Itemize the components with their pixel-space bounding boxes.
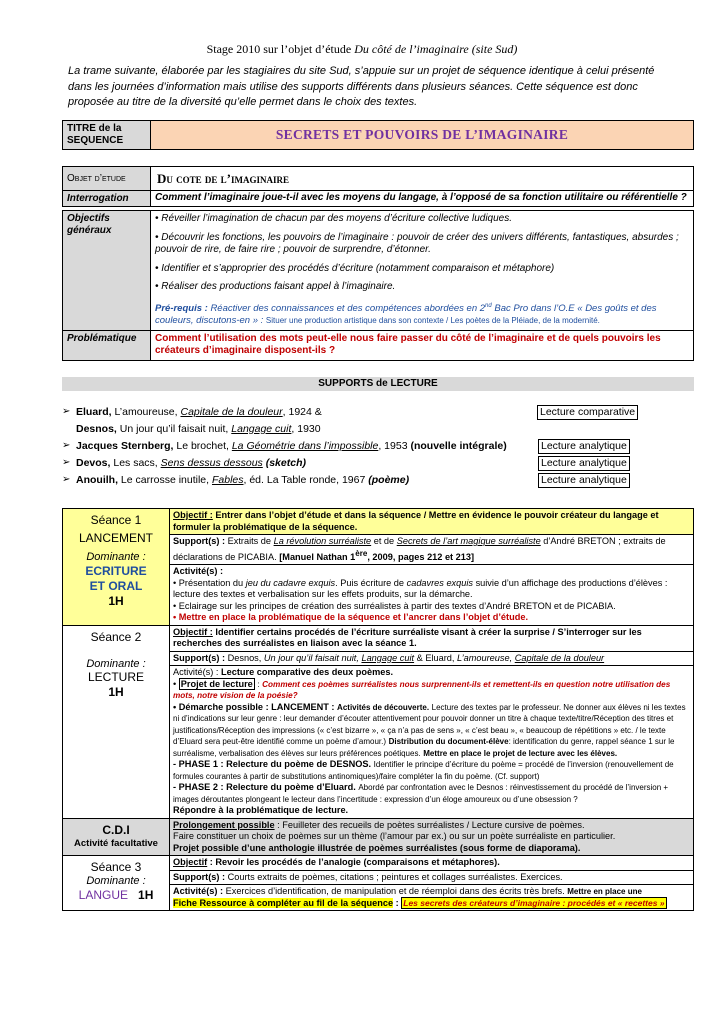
interrogation-value: Comment l’imaginaire joue-t-il avec les moyens du langage, à l’opposé de sa fonction utilitaire ou référentielle ? [151,191,694,207]
objectives-table [62,166,694,361]
problematique-label: Problématique [63,330,151,360]
seance2-support: Support(s) : Desnos, Un jour qu’il faisait nuit, Langage cuit & Eluard, L’amoureuse, Capitale de la douleur [170,651,694,666]
page-header [0,42,724,57]
sequence-title: SECRETS ET POUVOIRS DE L’IMAGINAIRE [151,121,694,150]
seance1-objectif: Objectif : Entrer dans l’objet d’étude et dans la séquence / Mettre en évidence le pouvoir créateur du langage et formuler la problématique de la séquence. [170,509,694,535]
seance3-objectif: Objectif : Revoir les procédés de l’analogie (comparaisons et métaphores). [170,856,694,871]
seance2-header: Séance 2 Dominante : LECTURE 1H [63,625,170,818]
seance2-activites: Activité(s) : Lecture comparative des deux poèmes. • Projet de lecture : Comment ces poèmes surréalistes nous surprennent-ils et remettent-ils en question notre utilisation des mots, notre vision de la poésie? • Démarche possible : LANCEMENT : Activités de découverte. Lecture des textes par le professeur. Ne donner aux élèves ni les textes ni d’indications sur leur genre : leur demander d’écouter attentivement pour pouvoir donner un titre à chaque texte/titre/Réception des titres et justifications/Réception des impressions (« c’est bizarre », « ça n’a pas de sens », « c’est beau », « beaucoup de répétitions » etc. / le texte d’Eluard sera peut-être identifié comme un poème d’amour.) Distribution du document-élève: identification du genre, rappel séance 1 sur le surréalisme, verbalisation des élèves sur leurs préférences poétiques. Mettre en place le projet de lecture avec les élèves. - PHASE 1 : Relecture du poème de DESNOS. Identifier le principe d’écriture du poème = procédé de l’inversion (renouvellement de formules courantes à partir de substitutions antinomiques)/faire compléter la fin du poème. (Cf. support) - PHASE 2 : Relecture du poème d’Eluard. Abordé par confrontation avec le Desnos : réinvestissement du procédé de l’inversion + images déroutantes plongeant le lecteur dans l’incertitude : expression d’un éloge amoureux ou d’une obsession ? Répondre à la problématique de lecture. [170,666,694,819]
intro-paragraph: La trame suivante, élaborée par les stagiaires du site Sud, s’appuie sur un projet de séquence identique à celui présenté dans les journées d’information mais utilise des supports différents dans plusieurs séances. Cette séquence est donc proposée au titre de la diversité qu’elle permet dans le choix des textes. [68,65,655,108]
arrow-bullet-icon: ➢ [62,406,71,417]
objet-value: Du cote de l’imaginaire [151,167,694,191]
seance1-activites: Activité(s) : • Présentation du jeu du cadavre exquis. Puis écriture de cadavres exquis suivie d’un affichage des productions d’élèves : lecture des textes et verbalisation sur les effets produits, sur la démarche. • Eclairage sur les principes de création des surréalistes à partir des textes d’André BRETON et de PICABIA. • Mettre en place la problématique de la séquence et l’ancrer dans l’objet d’étude. [170,565,694,626]
supports-heading: SUPPORTS de LECTURE [62,377,694,391]
seance1-support: Support(s) : Extraits de La révolution surréaliste et de Secrets de l’art magique surréaliste d’André BRETON ; extraits de déclarations de PICABIA. [Manuel Nathan 1ère, 2009, pages 212 et 213] [170,535,694,565]
arrow-bullet-icon: ➢ [62,474,71,485]
objectif-item: • Réveiller l’imagination de chacun par des moyens d’écriture collective ludiques. [155,213,513,224]
objectifs-cell [151,211,694,331]
header-prefix: Stage 2010 sur l’objet d’étude [206,42,352,56]
arrow-bullet-icon: ➢ [62,457,71,468]
reading-type-tag: Lecture analytique [538,456,630,471]
cdi-content: Prolongement possible : Feuilleter des recueils de poètes surréalistes / Lecture cursive de poèmes. Faire constituer un choix de poèmes sur un thème (l’amour par ex.) ou sur un poète surréaliste en particulier. Projet possible d’une anthologie illustrée de poèmes surréalistes (sous forme de diaporama). [170,818,694,856]
reading-item: ➢ Devos, Les sacs, Sens dessus dessous (sketch) Lecture analytique [62,456,694,473]
reading-list [62,405,694,490]
title-table [62,120,694,150]
prerequisites: Pré-requis : Réactiver des connaissances et des compétences abordées en 2nd Bac Pro dans l’O.E « Des goûts et des couleurs, discutons-en » : Situer une production artistique dans son contexte / Les poètes de la Pléiade, de la modernité. [155,302,657,327]
reading-item: Desnos, Un jour qu’il faisait nuit, Langage cuit, 1930 [76,423,321,435]
header-title: Du côté de l’imaginaire (site Sud) [354,42,518,56]
arrow-bullet-icon: ➢ [62,440,71,451]
objet-label: Objet d’etude [63,167,151,191]
seance3-header: Séance 3 Dominante : LANGUE 1H [63,856,170,911]
reading-type-tag: Lecture analytique [538,473,630,488]
objectif-item: • Découvrir les fonctions, les pouvoirs de l’imaginaire : pouvoir de créer des univers différents, fantastiques, absurdes ; pouvoir de rire, de faire rire ; pouvoir de surprendre, d’étonner. [155,231,679,255]
objectif-item: • Identifier et s’approprier des procédés d’écriture (notamment comparaison et métaphore) [155,262,555,274]
objectifs-label: Objectifs généraux [63,211,151,331]
seance3-support: Support(s) : Courts extraits de poèmes, citations ; peintures et collages surréalistes. Exercices. [170,870,694,885]
seance3-activites: Activité(s) : Exercices d’identification, de manipulation et de réemploi dans des écrits très brefs. Mettre en place une Fiche Ressource à compléter au fil de la séquence : Les secrets des créateurs d’imaginaire : procédés et « recettes » [170,885,694,911]
reading-type-tag: Lecture analytique [538,439,630,454]
seance1-header: Séance 1 LANCEMENT Dominante : ECRITURE ET ORAL 1H [63,509,170,626]
reading-item: ➢ Jacques Sternberg, Le brochet, La Géométrie dans l’impossible, 1953 (nouvelle intégrale) Lecture analytique [62,439,694,456]
title-label: TITRE de la SEQUENCE [63,121,151,150]
objectif-item: • Réaliser des productions faisant appel à l’imaginaire. [155,281,396,292]
interrogation-label: Interrogation [63,191,151,207]
problematique-value: Comment l’utilisation des mots peut-elle nous faire passer du côté de l’imaginaire et de quels pouvoirs les créateurs d’imaginaire disposent-ils ? [151,330,694,360]
seance2-objectif: Objectif : Identifier certains procédés de l’écriture surréaliste visant à créer la surprise / S’interroger sur les recherches des surréalistes en liaison avec la séance 1. [170,625,694,651]
reading-type-tag: Lecture comparative [537,405,638,420]
sessions-table [62,508,694,911]
cdi-header: C.D.I Activité facultative [63,818,170,856]
reading-item: ➢ Eluard, L’amoureuse, Capitale de la douleur, 1924 & Lecture comparative [62,405,694,422]
reading-item: ➢ Anouilh, Le carrosse inutile, Fables, éd. La Table ronde, 1967 (poème) Lecture analytique [62,473,694,490]
projet-lecture-box: Projet de lecture [180,678,253,689]
